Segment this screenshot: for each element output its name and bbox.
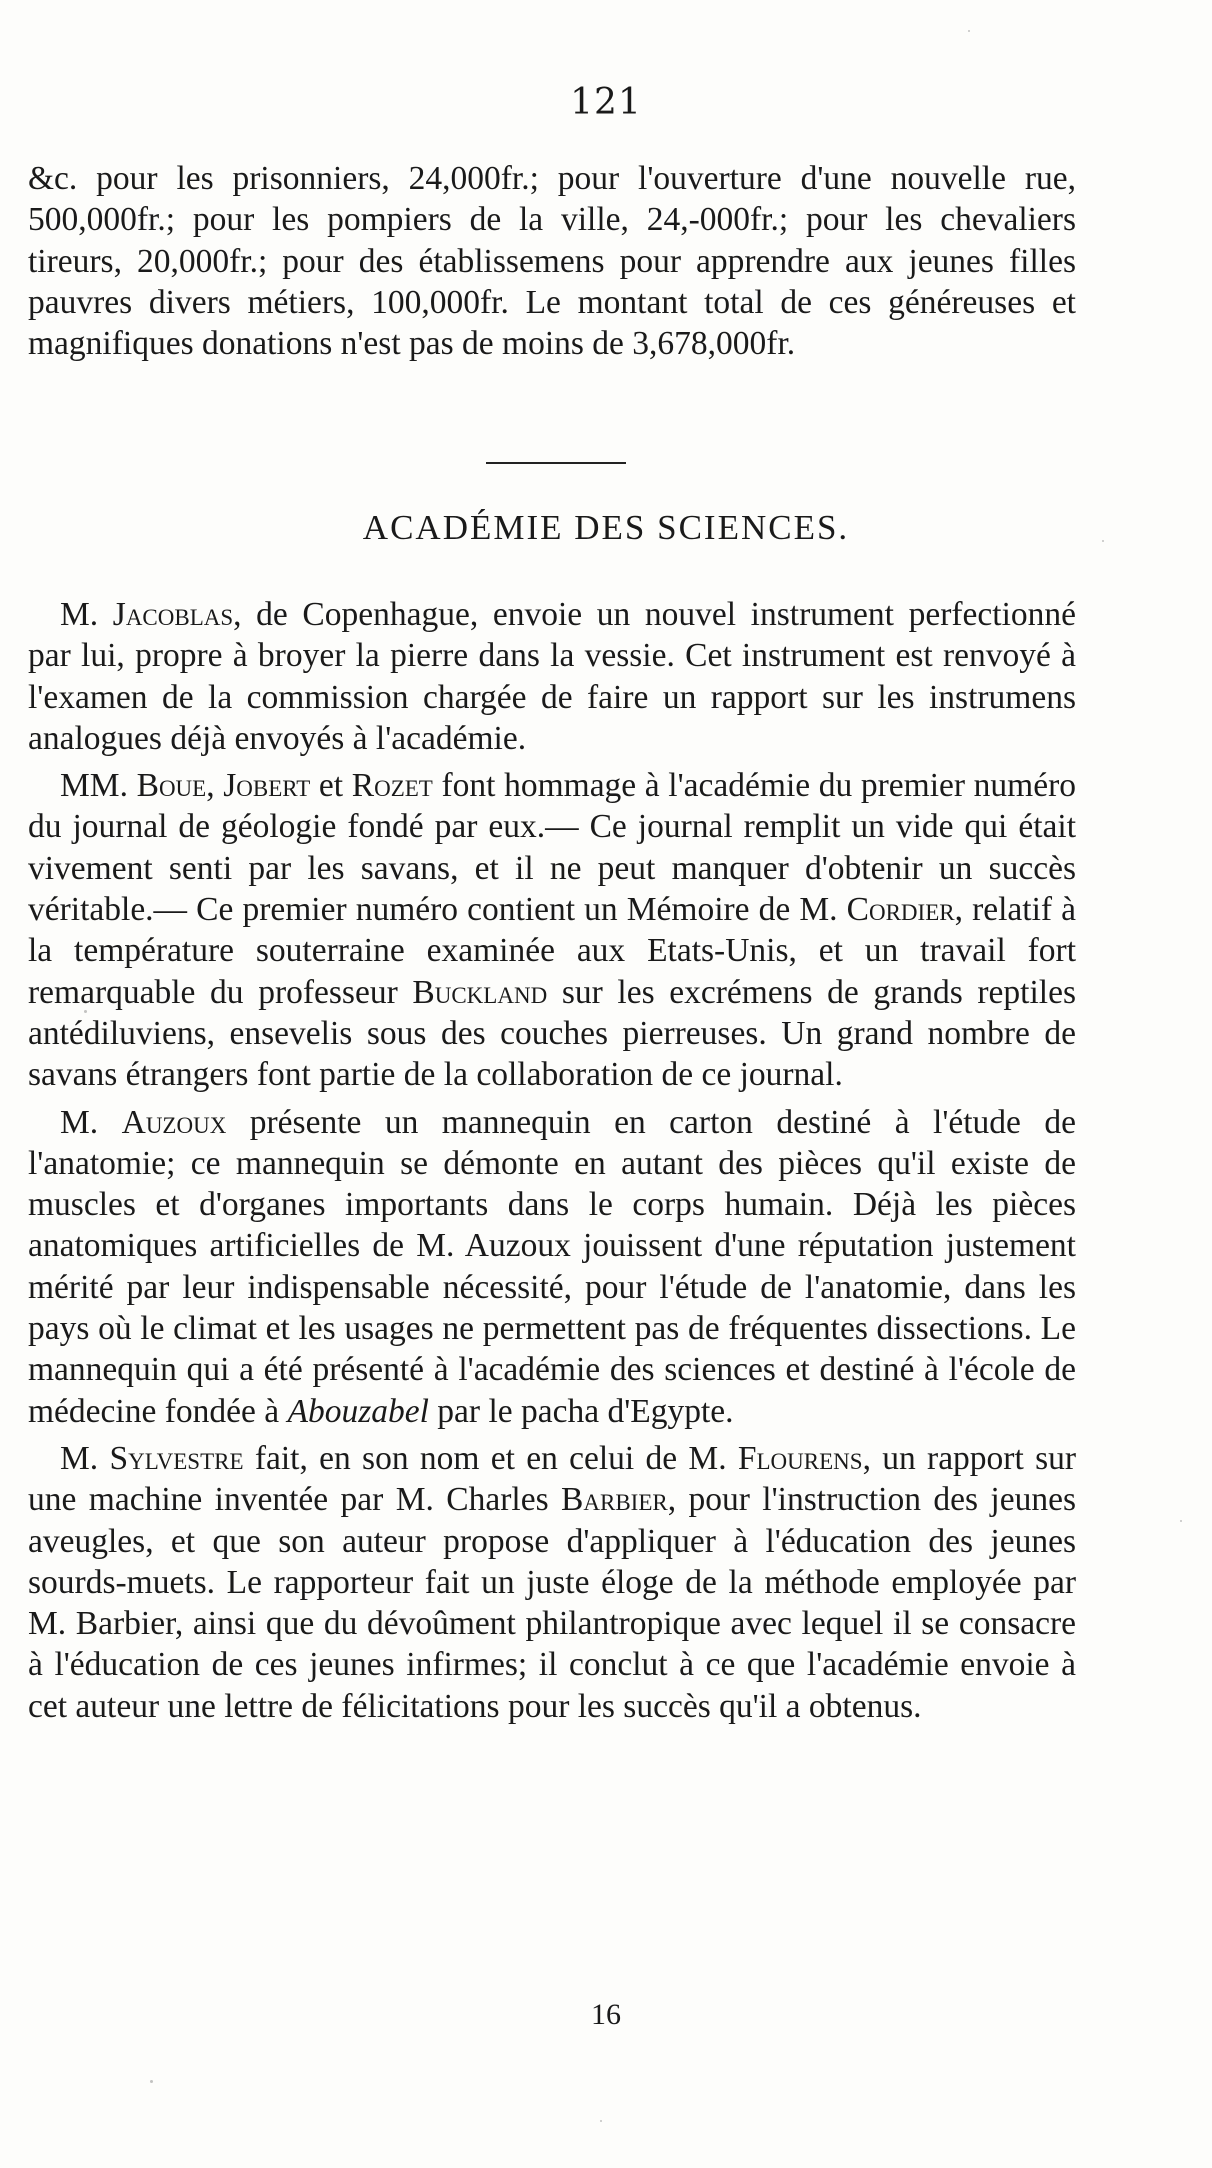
- person-name: Boue: [136, 767, 207, 805]
- printer-signature-mark: 16: [591, 1998, 621, 2031]
- person-name: Jobert: [223, 767, 311, 805]
- paragraph-text: présente un mannequin en carton destiné à l'étude de l'anatomie; ce mannequin se démonte en autant des pièces qu'il existe de muscles et d'organes importants dans le corps humain. Déjà les pièces anatomiques artificielles de M. Auzoux jouissent d'une réputation justement mérité par leur indispensable nécessité, pour l'étude de l'anatomie, dans les pays où le climat et les usages ne permettent pas de fréquentes dissections. Le mannequin qui a été présenté à l'académie des sciences et destiné à l'école de médecine fondée à: [28, 1103, 1076, 1430]
- paragraph-text: sur les excrémens de grands reptiles antédiluviens, ensevelis sous des couches pierreuses. Un grand nombre de savans étrangers font partie de la collaboration de ce journal.: [28, 973, 1076, 1094]
- paragraph-text: fait, en son nom et en celui de M.: [243, 1439, 738, 1477]
- page-number: 121: [570, 82, 642, 123]
- section-heading: ACADÉMIE DES SCIENCES.: [362, 508, 850, 547]
- person-name: Auzoux: [121, 1103, 227, 1141]
- intro-text: &c. pour les prisonniers, 24,000fr.; pour l'ouverture d'une nouvelle rue, 500,000fr.; pour les pompiers de la ville, 24,-000fr.; pour les chevaliers tireurs, 20,000fr.; pour des établissemens pour apprendre aux jeunes filles pauvres divers métiers, 100,000fr. Le montant total de ces généreuses et magnifiques donations n'est pas de moins de 3,678,000fr.: [28, 160, 1076, 363]
- section-divider: [486, 462, 626, 464]
- paragraph-sylvestre: [28, 1438, 1076, 1727]
- person-name: Barbier: [561, 1481, 668, 1519]
- paper-speckle: [600, 2120, 602, 2122]
- person-name: Rozet: [351, 767, 433, 805]
- person-name: Cordier: [846, 891, 955, 929]
- separator-text: ,: [206, 767, 224, 805]
- paragraph-lead: MM.: [60, 767, 137, 805]
- separator-text: et: [310, 767, 352, 805]
- paper-speckle: [84, 1010, 87, 1013]
- intro-paragraph: [28, 158, 1076, 364]
- paragraph-auzoux: [28, 1102, 1076, 1432]
- place-name: Abouzabel: [287, 1392, 429, 1430]
- paragraph-text: font hommage à l'académie du premier numéro du journal de géologie fondé par eux.— Ce journal remplit un vide qui était vivement senti par les savans, et il ne peut manquer d'obtenir un succès véritable.— Ce premier numéro contient un Mémoire de M.: [28, 767, 1077, 929]
- person-name: Sylvestre: [109, 1439, 244, 1477]
- paragraph-lead: M.: [60, 596, 113, 633]
- paragraph-text: , de Copenhague, envoie un nouvel instrument perfectionné par lui, propre à broyer la pierre dans la vessie. Cet instrument est renvoyé à l'examen de la commission chargée de faire un rapport sur les instrumens analogues déjà envoyés à l'académie.: [28, 596, 1076, 757]
- paragraph-text: , un rapport sur une machine inventée par M. Charles: [28, 1439, 1077, 1519]
- paragraph-text: , pour l'instruction des jeunes aveugles, et que son auteur propose d'appliquer à l'éducation des jeunes sourds-muets. Le rapporteur fait un juste éloge de la méthode employée par M. Barbier, ainsi que du dévoûment philantropique avec lequel il se consacre à l'éducation de ces jeunes infirmes; il conclut à ce que l'académie envoie à cet auteur une lettre de félicitations pour les succès qu'il a obtenus.: [28, 1481, 1076, 1725]
- paragraph-boue-jobert-rozet: [28, 765, 1076, 1095]
- person-name: Flourens: [737, 1439, 863, 1477]
- paper-speckle: [150, 2080, 153, 2083]
- paragraph-text: par le pacha d'Egypte.: [428, 1392, 734, 1430]
- paragraph-text: , relatif à la température souterraine examinée aux Etats-Unis, et un travail fort remarquable du professeur: [28, 891, 1076, 1011]
- paper-speckle: [1180, 1520, 1182, 1522]
- paper-speckle: [968, 30, 970, 32]
- person-name: Buckland: [412, 973, 548, 1011]
- paragraph-jacoblas: [28, 594, 1076, 759]
- paragraph-lead: M.: [60, 1439, 110, 1477]
- section-body: [28, 594, 1076, 1733]
- paper-speckle: [1102, 540, 1104, 542]
- person-name: Jacoblas: [112, 596, 234, 633]
- paragraph-lead: M.: [60, 1103, 122, 1141]
